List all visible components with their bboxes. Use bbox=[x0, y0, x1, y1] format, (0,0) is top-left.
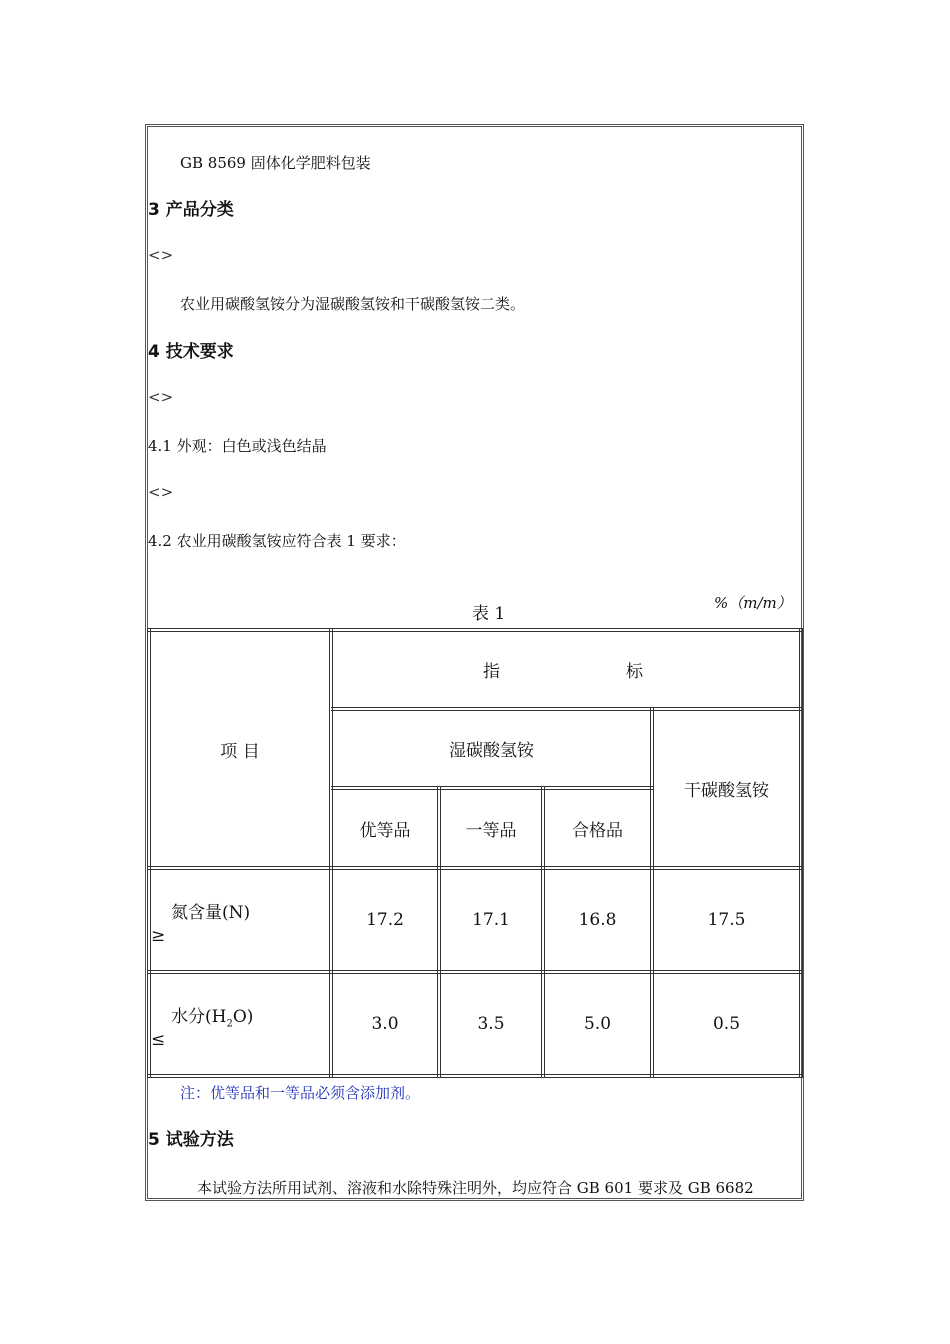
header-index-right: 标 bbox=[626, 662, 643, 682]
table-1 bbox=[147, 628, 803, 1078]
group-wet: 湿碳酸氢铵 bbox=[449, 741, 534, 761]
table-cell: 0.5 bbox=[712, 1014, 741, 1034]
section-5-heading: 5 试验方法 bbox=[148, 1130, 234, 1150]
grade-qualified: 合格品 bbox=[572, 820, 623, 841]
table-cell: 17.5 bbox=[707, 910, 746, 930]
section-3-heading: 3 产品分类 bbox=[148, 200, 234, 220]
reference-standard-line: GB 8569 固体化学肥料包装 bbox=[180, 154, 371, 172]
header-item: 项 目 bbox=[220, 741, 260, 762]
item-4-1: 4.1 外观：白色或浅色结晶 bbox=[148, 437, 327, 455]
grade-first: 一等品 bbox=[465, 820, 517, 841]
table-cell: 3.0 bbox=[371, 1014, 399, 1034]
table-cell: 17.2 bbox=[366, 910, 404, 930]
grade-premium: 优等品 bbox=[359, 820, 411, 841]
header-index-left: 指 bbox=[483, 662, 500, 682]
gte-sign: ≥ bbox=[151, 926, 166, 946]
group-dry: 干碳酸氢铵 bbox=[684, 781, 769, 801]
table-note: 注：优等品和一等品必须含添加剂。 bbox=[180, 1084, 421, 1102]
placeholder-mark: <> bbox=[148, 246, 174, 264]
table-cell: 16.8 bbox=[578, 910, 617, 930]
table-caption: 表 1 bbox=[472, 604, 506, 624]
placeholder-mark: <> bbox=[148, 388, 174, 406]
table-unit: %（m/m） bbox=[714, 594, 792, 612]
table-cell: 3.5 bbox=[477, 1014, 505, 1034]
header-index bbox=[333, 632, 799, 707]
section-3-text: 农业用碳酸氢铵分为湿碳酸氢铵和干碳酸氢铵二类。 bbox=[180, 295, 526, 313]
row-label-moisture bbox=[151, 974, 329, 1074]
table-cell: 5.0 bbox=[583, 1014, 612, 1034]
item-4-2: 4.2 农业用碳酸氢铵应符合表 1 要求： bbox=[148, 532, 406, 550]
row-label-nitrogen bbox=[151, 870, 329, 970]
section-4-heading: 4 技术要求 bbox=[148, 342, 234, 362]
nitrogen-label: 氮含量(N) bbox=[171, 903, 251, 923]
lte-sign: ≤ bbox=[151, 1030, 166, 1050]
placeholder-mark: <> bbox=[148, 483, 174, 501]
section-5-text: 本试验方法所用试剂、溶液和水除特殊注明外，均应符合 GB 601 要求及 GB 6682 bbox=[197, 1179, 754, 1197]
table-cell: 17.1 bbox=[472, 910, 510, 930]
moisture-label: 水分$(H_2O)$ bbox=[171, 1007, 254, 1030]
